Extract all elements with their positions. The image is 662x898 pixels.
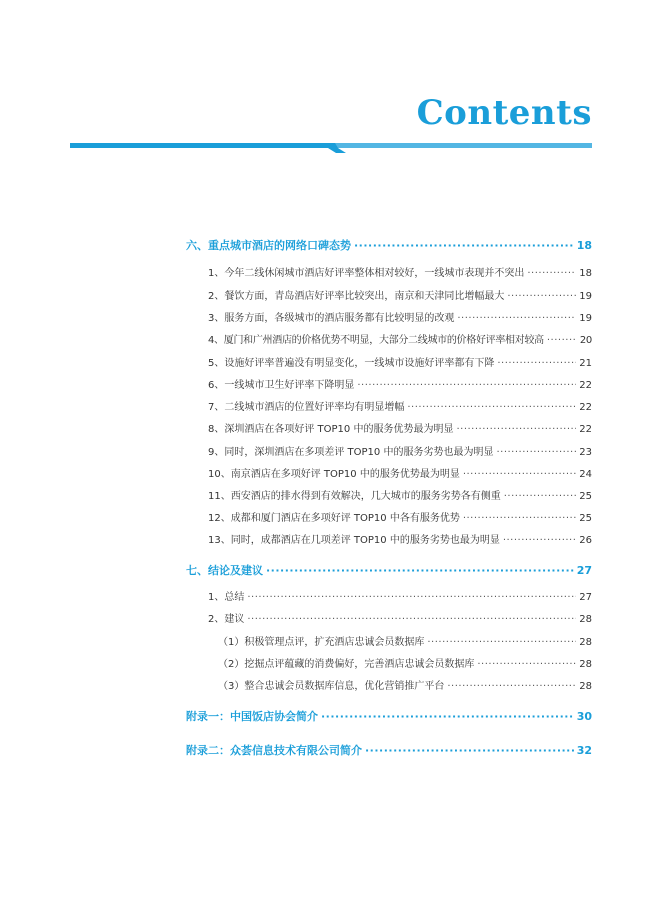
toc-entry-7-2-2[interactable] [218, 657, 592, 673]
toc-entry-6-13[interactable] [208, 533, 592, 549]
toc-entry-label: 11、西安酒店的排水得到有效解决，几大城市的服务劣势各有侧重 [208, 491, 501, 502]
toc-entry-label: 1、今年二线休闲城市酒店好评率整体相对较好，一线城市表现并不突出 [208, 268, 525, 279]
toc-entry-label: 9、同时，深圳酒店在多项差评 TOP10 中的服务劣势也最为明显 [208, 447, 494, 458]
toc-entry-label: 3、服务方面，各级城市的酒店服务都有比较明显的改观 [208, 313, 455, 324]
toc-entry-7-2[interactable] [208, 612, 592, 628]
toc-page-number: 28 [579, 637, 592, 648]
toc-entry-6-1[interactable] [208, 266, 592, 282]
toc-entry-6-2[interactable] [208, 289, 592, 305]
toc-leader [247, 612, 576, 628]
toc-entry-label: 六、重点城市酒店的网络口碑态势 [186, 239, 351, 252]
toc-page-number: 28 [579, 614, 592, 625]
toc-leader [266, 563, 574, 579]
toc-appendix-1[interactable] [186, 709, 592, 725]
toc-entry-7-2-3[interactable] [218, 679, 592, 695]
toc-leader [496, 445, 576, 461]
toc-leader [247, 590, 576, 606]
toc-entry-label: 2、建议 [208, 614, 245, 625]
toc-section-7[interactable] [186, 563, 592, 579]
toc-entry-6-5[interactable] [208, 356, 592, 372]
toc-page-number: 18 [579, 268, 592, 279]
toc-entry-6-12[interactable] [208, 511, 592, 527]
toc-leader [354, 238, 574, 254]
toc-entry-label: 12、成都和厦门酒店在多项好评 TOP10 中各有服务优势 [208, 513, 460, 524]
toc-leader [427, 635, 576, 651]
toc-entry-label: 13、同时，成都酒店在几项差评 TOP10 中的服务劣势也最为明显 [208, 535, 500, 546]
toc-entry-6-4[interactable] [208, 333, 592, 349]
toc-entry-6-7[interactable] [208, 400, 592, 416]
toc-entry-label: （1）积极管理点评，扩充酒店忠诚会员数据库 [218, 637, 425, 648]
toc-entry-6-3[interactable] [208, 311, 592, 327]
toc-entry-label: 6、一线城市卫生好评率下降明显 [208, 380, 355, 391]
toc-page-number: 25 [579, 513, 592, 524]
toc-page-number: 26 [579, 535, 592, 546]
toc-leader [477, 657, 576, 673]
toc-appendix-2[interactable] [186, 743, 592, 759]
toc-leader [507, 289, 576, 305]
toc-leader [365, 743, 574, 759]
toc-leader [357, 378, 576, 394]
toc-entry-label: 附录二：众荟信息技术有限公司简介 [186, 744, 362, 757]
toc-page-number: 23 [579, 447, 592, 458]
toc-entry-label: 8、深圳酒店在各项好评 TOP10 中的服务优势最为明显 [208, 424, 454, 435]
toc-entry-label: 10、南京酒店在多项好评 TOP10 中的服务优势最为明显 [208, 469, 460, 480]
toc-entry-label: 7、二线城市酒店的位置好评率均有明显增幅 [208, 402, 405, 413]
toc-leader [457, 311, 576, 327]
toc-entry-6-10[interactable] [208, 467, 592, 483]
toc-page-number: 22 [579, 402, 592, 413]
toc-leader [504, 489, 577, 505]
toc-entry-label: （2）挖掘点评蕴藏的消费偏好，完善酒店忠诚会员数据库 [218, 659, 475, 670]
toc-page-number: 19 [579, 313, 592, 324]
toc-entry-7-1[interactable] [208, 590, 592, 606]
toc-entry-6-6[interactable] [208, 378, 592, 394]
toc-leader [527, 266, 576, 282]
toc-page-number: 25 [579, 491, 592, 502]
toc-entry-label: 1、总结 [208, 592, 245, 603]
toc-page-number: 18 [576, 239, 592, 252]
toc-entry-label: 附录一：中国饭店协会简介 [186, 710, 318, 723]
toc-entry-6-11[interactable] [208, 489, 592, 505]
toc-leader [321, 709, 574, 725]
toc-entry-7-2-1[interactable] [218, 635, 592, 651]
toc-page-number: 24 [579, 469, 592, 480]
toc-leader [463, 467, 576, 483]
toc-leader [456, 422, 576, 438]
toc-leader [463, 511, 576, 527]
toc-entry-label: 5、设施好评率普遍没有明显变化，一线城市设施好评率都有下降 [208, 358, 495, 369]
toc-leader [547, 333, 577, 349]
toc-entry-label: （3）整合忠诚会员数据库信息，优化营销推广平台 [218, 681, 445, 692]
toc-page-number: 22 [579, 424, 592, 435]
toc-entry-label: 七、结论及建议 [186, 564, 263, 577]
toc-page-number: 32 [576, 744, 592, 757]
toc-leader [407, 400, 576, 416]
toc-page-number: 27 [576, 564, 592, 577]
toc-entry-label: 2、餐饮方面，青岛酒店好评率比较突出，南京和天津同比增幅最大 [208, 291, 505, 302]
toc-entry-label: 4、厦门和广州酒店的价格优势不明显，大部分二线城市的价格好评率相对较高 [208, 335, 544, 346]
toc-page-number: 22 [579, 380, 592, 391]
toc-entry-6-8[interactable] [208, 422, 592, 438]
toc-leader [447, 679, 576, 695]
toc-leader [503, 533, 576, 549]
toc-page-number: 20 [579, 335, 592, 346]
page-title: Contents [416, 93, 592, 133]
toc-page-number: 19 [579, 291, 592, 302]
toc-entry-6-9[interactable] [208, 445, 592, 461]
toc-page-number: 28 [579, 681, 592, 692]
toc-section-6[interactable] [186, 238, 592, 254]
toc-page-number: 27 [579, 592, 592, 603]
toc-leader [497, 356, 576, 372]
toc-page-number: 21 [579, 358, 592, 369]
toc-page-number: 30 [576, 710, 592, 723]
toc-page-number: 28 [579, 659, 592, 670]
